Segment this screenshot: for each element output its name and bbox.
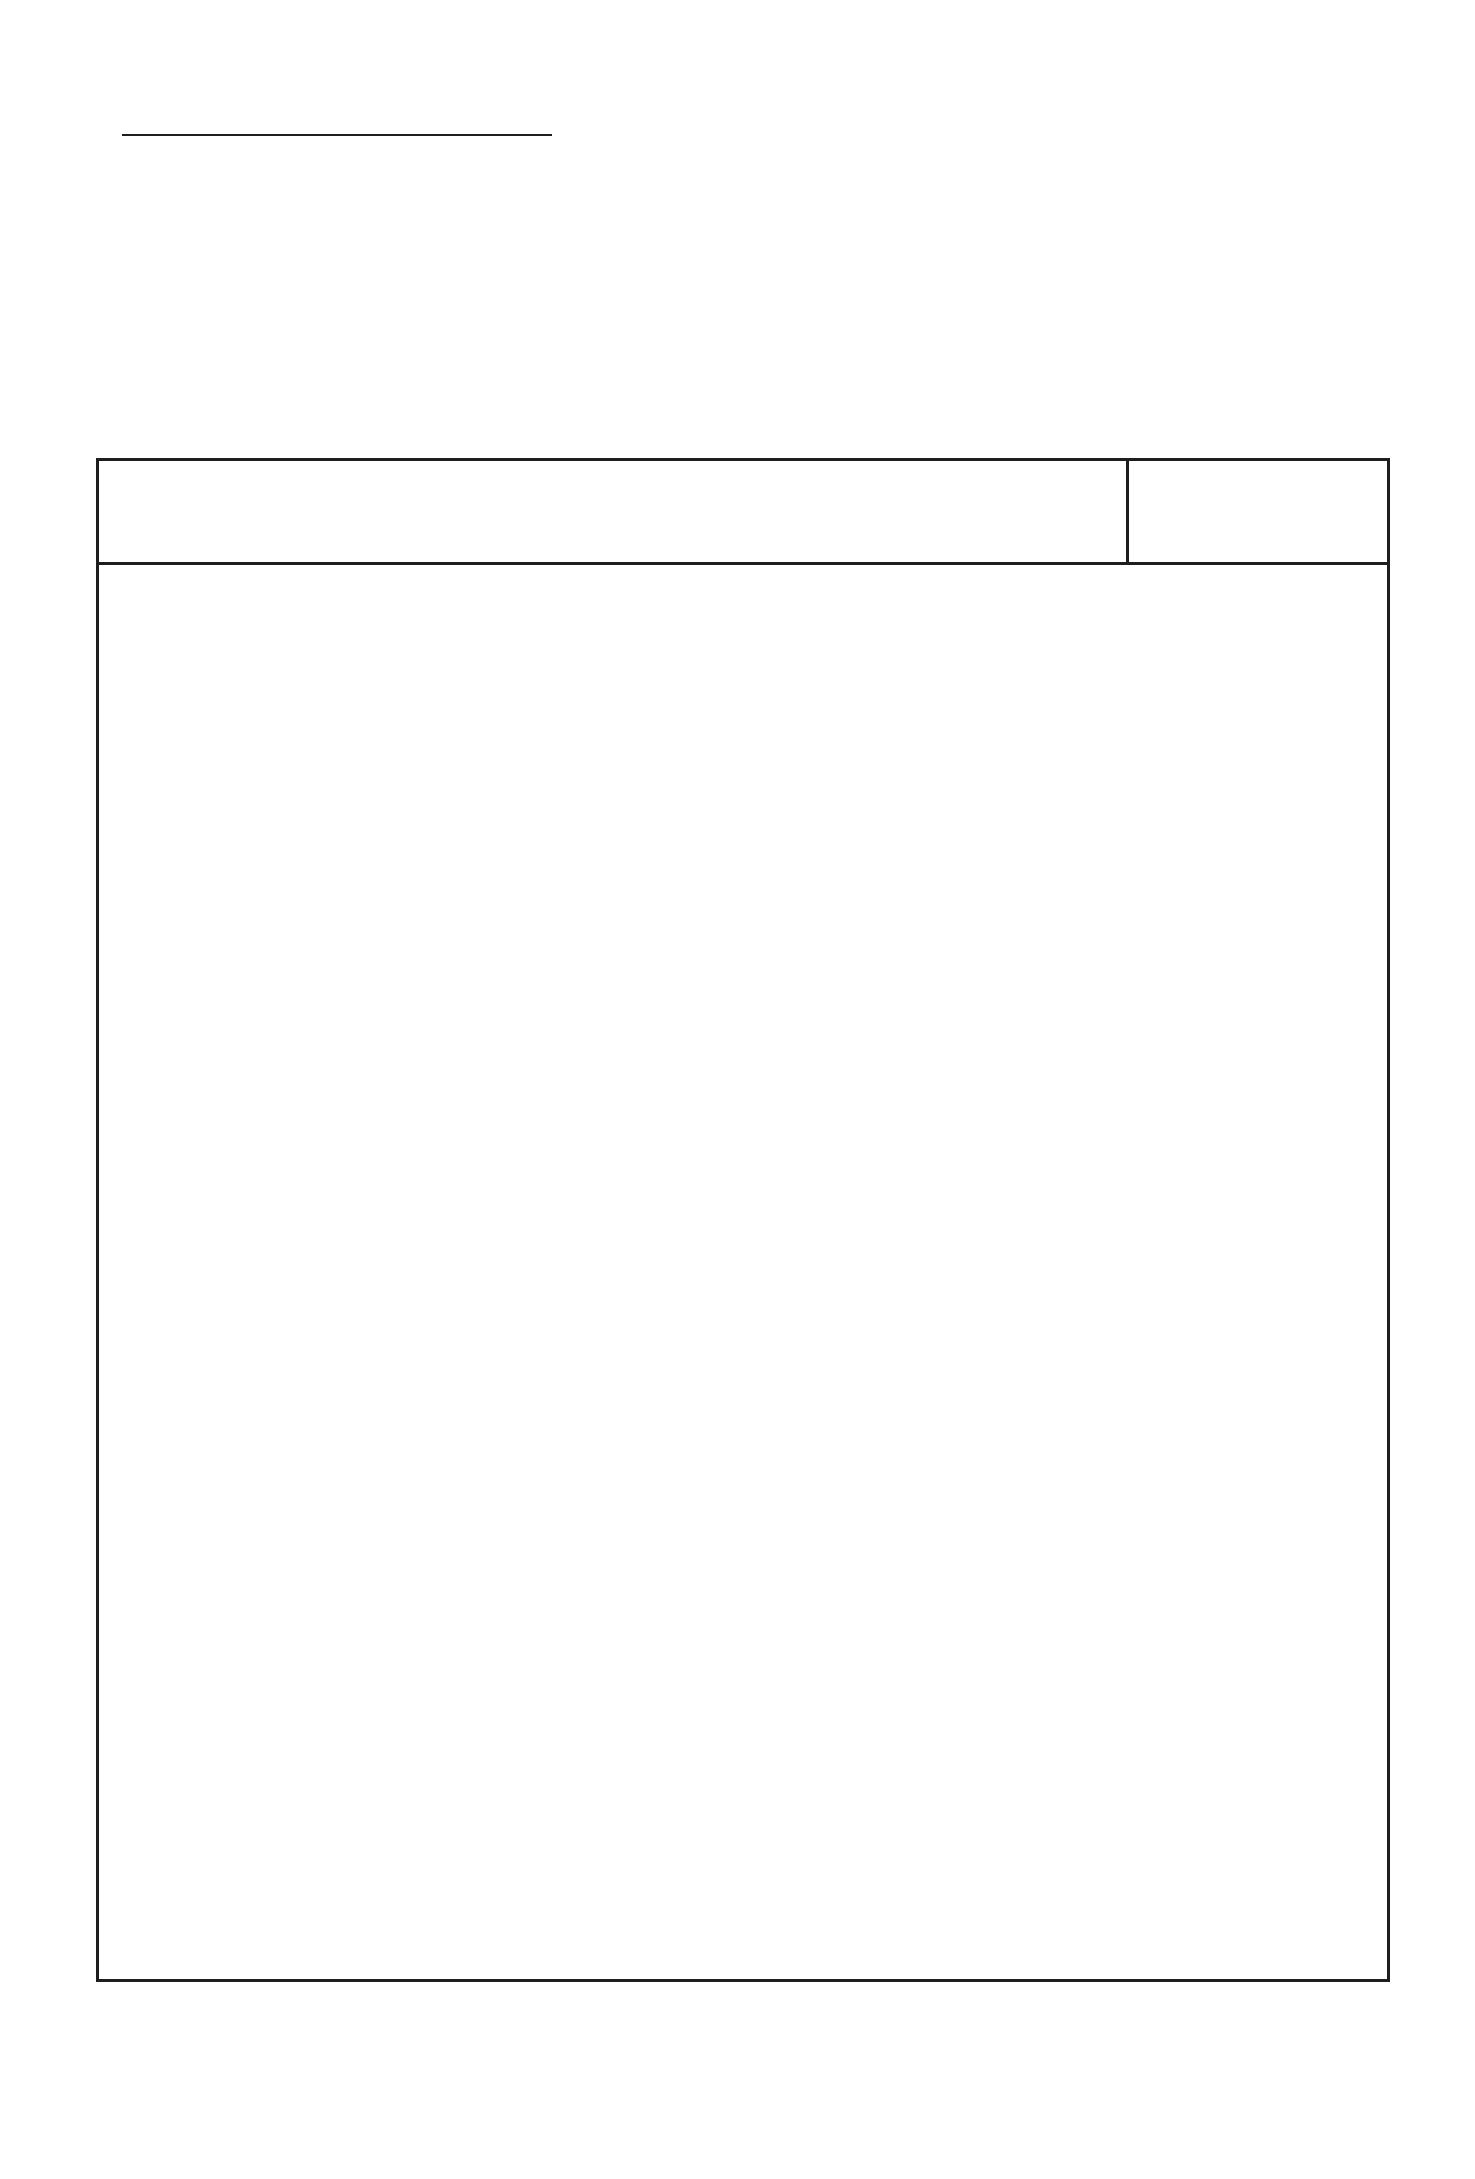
column-header-code: [1129, 461, 1387, 562]
page-header: [122, 88, 165, 128]
column-header-name: [99, 461, 1129, 562]
header-underline: [122, 134, 552, 136]
section-heading: [99, 565, 1387, 657]
table-header-row: [99, 461, 1387, 565]
terms-table: [96, 458, 1390, 1982]
